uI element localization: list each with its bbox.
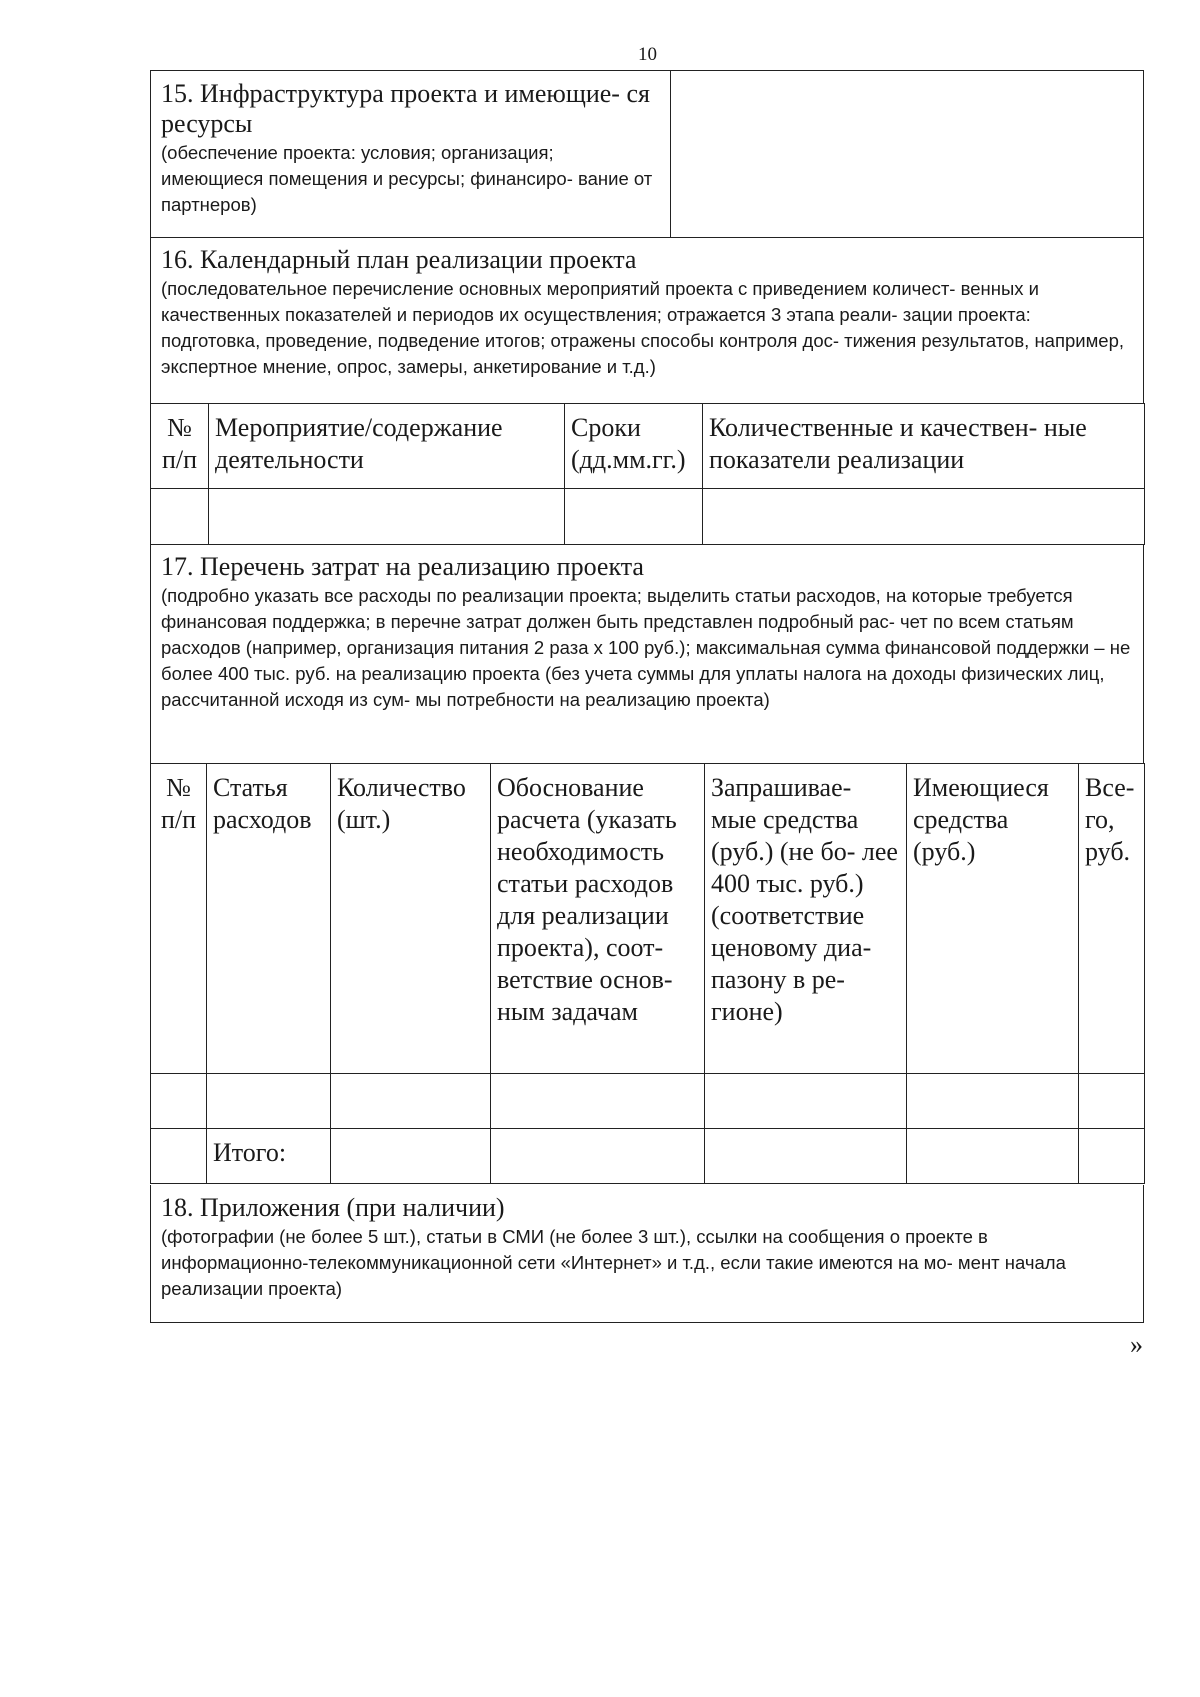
header-cell: № п/п	[151, 404, 209, 489]
total-row	[151, 1129, 1145, 1184]
table-cell[interactable]	[907, 1074, 1079, 1129]
table-cell[interactable]	[209, 489, 565, 545]
table-row	[151, 489, 1145, 545]
table-header-row	[151, 404, 1145, 489]
section-16	[150, 237, 1144, 404]
table-cell[interactable]	[565, 489, 703, 545]
section-15	[150, 70, 1144, 238]
table-cell[interactable]	[207, 1074, 331, 1129]
table-cell[interactable]	[705, 1129, 907, 1184]
table-cell[interactable]	[151, 1074, 207, 1129]
table-cell[interactable]	[1079, 1129, 1145, 1184]
section-18-title: 18. Приложения (при наличии)	[161, 1193, 505, 1222]
header-cell: Статья расходов	[207, 764, 331, 1074]
table-cell[interactable]	[151, 1129, 207, 1184]
table-cell[interactable]	[907, 1129, 1079, 1184]
closing-quote: »	[1130, 1330, 1143, 1359]
header-cell: Сроки (дд.мм.гг.)	[565, 404, 703, 489]
header-cell: Обоснование расчета (указать необходимость статьи расходов для реализации проекта), соот- ветствие основ- ным задачам	[491, 764, 705, 1074]
header-cell: Запрашивае- мые средства (руб.) (не бо- лее 400 тыс. руб.) (соответствие ценовому диа- пазону в ре- гионе)	[705, 764, 907, 1074]
table-cell[interactable]	[331, 1074, 491, 1129]
calendar-plan-table	[150, 403, 1145, 545]
section-18	[150, 1185, 1144, 1323]
table-cell[interactable]	[491, 1129, 705, 1184]
header-cell: Все- го, руб.	[1079, 764, 1145, 1074]
table-cell[interactable]	[151, 489, 209, 545]
section-17	[150, 544, 1144, 764]
table-cell[interactable]	[703, 489, 1145, 545]
section-15-title: 15. Инфраструктура проекта и имеющие- ся ресурсы	[161, 79, 650, 138]
header-cell: № п/п	[151, 764, 207, 1074]
section-15-note: (обеспечение проекта: условия; организация; имеющиеся помещения и ресурсы; финансиро- вание от партнеров)	[161, 142, 653, 215]
section-18-note: (фотографии (не более 5 шт.), статьи в СМИ (не более 3 шт.), ссылки на сообщения о проекте в информационно-телекоммуникационной сети «Интернет» и т.д., если такие имеются на мо- мент начала реализации проекта)	[161, 1226, 1066, 1299]
header-cell: Мероприятие/содержание деятельности	[209, 404, 565, 489]
section-16-note: (последовательное перечисление основных мероприятий проекта с приведением количест- венных и качественных показателей и периодов их осуществления; отражается 3 этапа реали- зации проекта: подготовка, проведение, подведение итогов; отражены способы контроля дос- тижения результатов, например, экспертное мнение, опрос, замеры, анкетирование и т.д.)	[161, 278, 1125, 377]
table-header-row	[151, 764, 1145, 1074]
header-cell: Количественные и качествен- ные показатели реализации	[703, 404, 1145, 489]
header-cell: Количество (шт.)	[331, 764, 491, 1074]
table-cell[interactable]	[331, 1129, 491, 1184]
table-row	[151, 1074, 1145, 1129]
table-cell[interactable]	[1079, 1074, 1145, 1129]
table-cell[interactable]	[705, 1074, 907, 1129]
section-17-title: 17. Перечень затрат на реализацию проекта	[161, 552, 644, 581]
section-15-label	[151, 71, 671, 237]
table-cell[interactable]	[491, 1074, 705, 1129]
section-16-title: 16. Календарный план реализации проекта	[161, 245, 637, 274]
header-cell: Имеющиеся средства (руб.)	[907, 764, 1079, 1074]
expenses-table	[150, 763, 1145, 1184]
page-number: 10	[638, 44, 657, 65]
total-label: Итого:	[207, 1129, 331, 1184]
section-17-note: (подробно указать все расходы по реализации проекта; выделить статьи расходов, на которые требуется финансовая поддержка; в перечне затрат должен быть представлен подробный рас- чет по всем статьям расходов (например, организация питания 2 раза х 100 руб.); максимальная сумма финансовой поддержки – не более 400 тыс. руб. на реализацию проекта (без учета суммы для уплаты налога на доходы физических лиц, рассчитанной исходя из сум- мы потребности на реализацию проекта)	[161, 585, 1131, 710]
